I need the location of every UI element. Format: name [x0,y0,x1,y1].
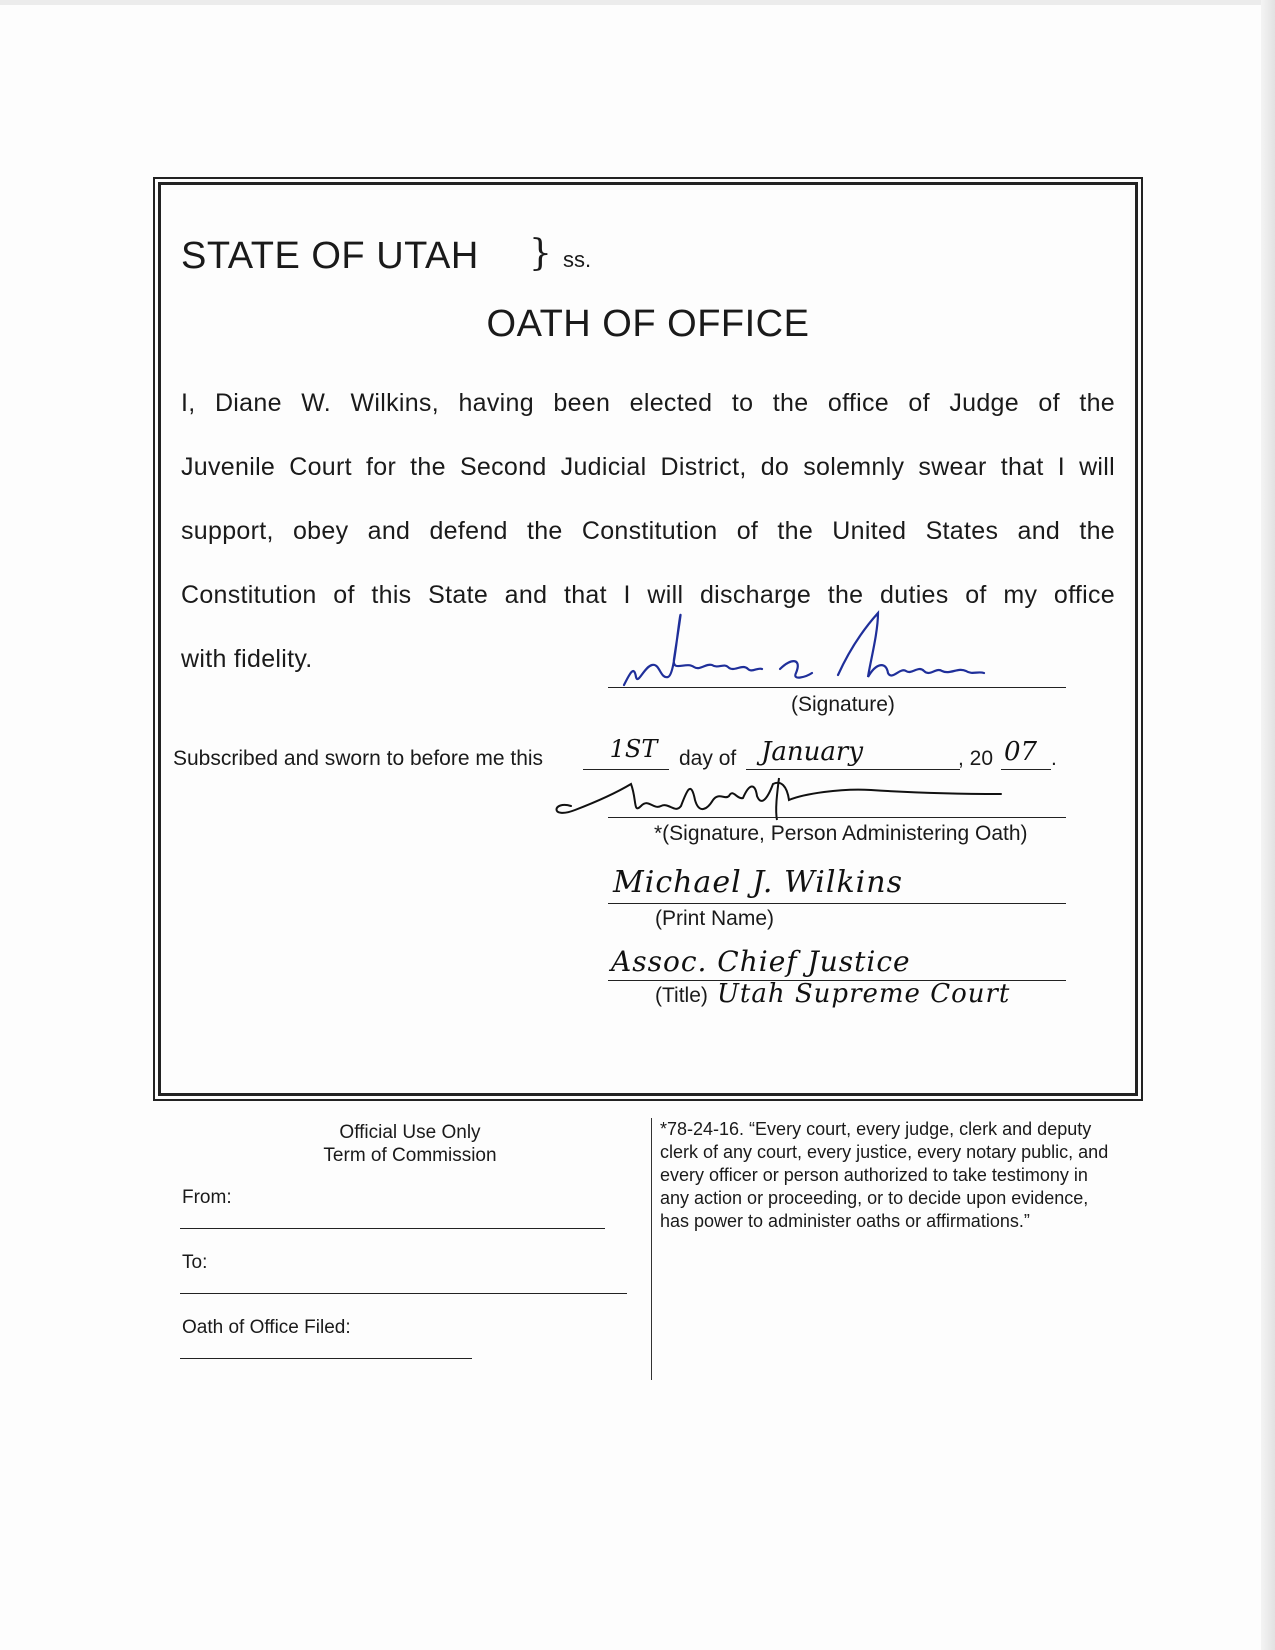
term-heading: Term of Commission [323,1145,497,1166]
brace-symbol: } [529,233,552,274]
print-name-line [608,903,1066,904]
title-value: Assoc. Chief Justice [611,945,911,978]
page-right-edge [1261,0,1275,1650]
ss-label: ss. [563,247,592,272]
print-name-value: Michael J. Wilkins [613,865,903,900]
statute-quote: *78-24-16. “Every court, every judge, clerk and deputy clerk of any court, every justice, every notary public, and every officer or person authorized to take testimony in any action or proceeding, or to decide upon evidence, has power to administer oaths or affirmations.” [660,1119,1109,1231]
state-label: STATE OF UTAH [181,235,479,277]
subscribed-text: Subscribed and sworn to before me this [173,747,544,770]
oath-form-box [158,182,1138,1096]
administering-signature-line [608,817,1066,818]
administering-signature-image [541,770,1061,830]
administering-caption: *(Signature, Person Administering Oath) [654,822,1028,845]
oath-line: Juvenile Court for the Second Judicial District, do solemnly swear that I will [181,453,1115,481]
page-top-edge [0,0,1275,5]
year-value: 07 [1004,737,1038,767]
oath-line: support, obey and defend the Constitution of the United States and the [181,517,1115,545]
official-use-heading: Official Use Only [339,1122,481,1143]
to-line [180,1293,627,1294]
oath-filed-line [180,1358,472,1359]
signature-caption: (Signature) [791,693,895,716]
title-caption: (Title) [655,984,708,1007]
from-label: From: [182,1187,232,1208]
oath-filed-label: Oath of Office Filed: [182,1317,351,1338]
print-name-caption: (Print Name) [655,907,775,930]
oathtaker-signature-image [616,603,996,693]
to-label: To: [182,1252,208,1273]
footer-divider [651,1118,652,1380]
year-suffix: . [1051,747,1057,770]
month-value: January [761,737,864,767]
oath-line: Constitution of this State and that I will discharge the duties of my office [181,581,1115,609]
year-prefix: , 20 [958,747,994,770]
from-line [180,1228,605,1229]
oath-line: I, Diane W. Wilkins, having been elected to the office of Judge of the [181,389,1115,417]
document-title: OATH OF OFFICE [486,303,810,345]
signature-line [608,687,1066,688]
title-value-line2: Utah Supreme Court [717,979,1011,1009]
oath-line: with fidelity. [181,645,313,673]
day-value: 1ST [609,735,658,763]
day-of-label: day of [679,747,737,770]
